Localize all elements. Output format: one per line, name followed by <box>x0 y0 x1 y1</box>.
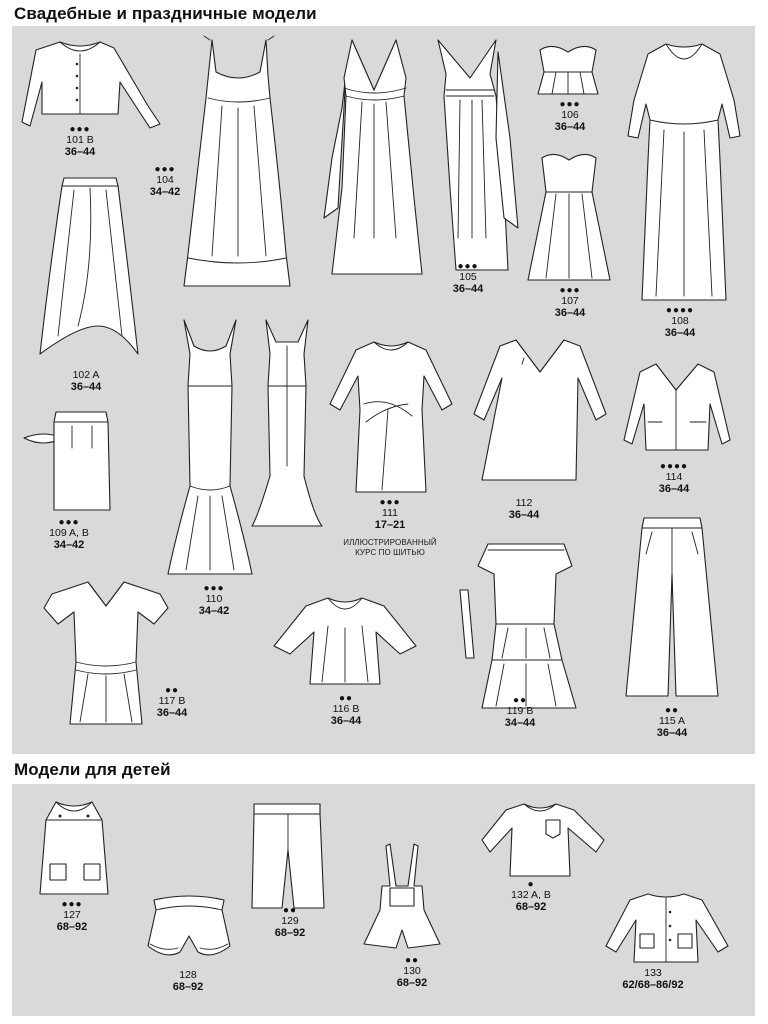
model-107-sketch[interactable] <box>526 150 612 284</box>
size-range: 36–44 <box>658 483 690 495</box>
course-note-line2: КУРС ПО ШИТЬЮ <box>355 547 425 557</box>
model-number: 107 <box>561 295 579 307</box>
difficulty-dots: ●● <box>282 905 298 916</box>
model-112-sketch[interactable] <box>472 338 608 484</box>
size-range: 34–44 <box>504 717 536 729</box>
model-105-sketch[interactable] <box>312 38 520 278</box>
model-number: 112 <box>515 497 533 509</box>
model-129-label <box>260 906 320 939</box>
course-note-line1: ИЛЛЮСТРИРОВАННЫЙ <box>343 538 437 547</box>
model-number: 111 <box>382 507 398 519</box>
difficulty-dots: ●●● <box>559 99 581 110</box>
model-101-sketch[interactable] <box>22 36 168 128</box>
model-number: 104 <box>156 174 174 186</box>
difficulty-dots: ●● <box>164 685 180 696</box>
model-119-sketch[interactable] <box>452 540 582 712</box>
size-range: 68–92 <box>56 921 88 933</box>
model-102-label <box>56 370 116 393</box>
model-110-label <box>184 584 244 617</box>
difficulty-dots: ●●● <box>379 497 401 508</box>
model-number: 109 A, B <box>49 527 89 539</box>
size-range: 68–92 <box>396 977 428 989</box>
model-133-sketch[interactable] <box>604 890 730 966</box>
size-range: 36–44 <box>508 509 540 521</box>
model-number: 132 A, B <box>511 889 551 901</box>
model-114-sketch[interactable] <box>622 360 732 464</box>
size-range: 17–21 <box>374 519 406 531</box>
model-111-course-note <box>330 538 450 557</box>
difficulty-dots: ● <box>527 879 535 890</box>
size-range: 36–44 <box>656 727 688 739</box>
model-116-label <box>316 694 376 727</box>
model-133-label <box>608 968 698 991</box>
model-110-sketch[interactable] <box>168 316 324 578</box>
size-range: 36–44 <box>64 146 96 158</box>
size-range: 36–44 <box>554 121 586 133</box>
size-range: 68–92 <box>172 981 204 993</box>
model-102-sketch[interactable] <box>38 176 140 358</box>
size-range: 68–92 <box>274 927 306 939</box>
difficulty-dots: ●● <box>512 695 528 706</box>
model-119-label <box>490 696 550 729</box>
model-number: 101 B <box>66 134 94 146</box>
difficulty-dots: ●●● <box>559 285 581 296</box>
model-101-label <box>50 125 110 158</box>
model-111-label <box>360 498 420 531</box>
model-114-label <box>644 462 704 495</box>
difficulty-dots: ●●● <box>457 261 479 272</box>
difficulty-dots: ●●● <box>58 517 80 528</box>
model-106-label <box>540 100 600 133</box>
difficulty-dots: ●●● <box>154 164 176 175</box>
model-number: 130 <box>403 965 421 977</box>
model-116-sketch[interactable] <box>272 592 418 692</box>
size-range: 68–92 <box>515 901 547 913</box>
model-129-sketch[interactable] <box>248 800 326 912</box>
model-128-sketch[interactable] <box>146 892 232 966</box>
difficulty-dots: ●● <box>404 955 420 966</box>
size-range: 36–44 <box>452 283 484 295</box>
model-108-label <box>650 306 710 339</box>
model-number: 127 <box>63 909 81 921</box>
size-range: 34–42 <box>198 605 230 617</box>
difficulty-dots: ●●● <box>61 899 83 910</box>
difficulty-dots: ●● <box>338 693 354 704</box>
difficulty-dots: ●●● <box>69 124 91 135</box>
size-range: 36–44 <box>156 707 188 719</box>
model-109-label <box>34 518 104 551</box>
size-range: 36–44 <box>330 715 362 727</box>
model-105-label <box>438 262 498 295</box>
size-range: 62/68–86/92 <box>622 979 684 991</box>
model-number: 110 <box>205 593 223 605</box>
model-111-sketch[interactable] <box>326 340 456 496</box>
model-number: 119 B <box>506 705 534 717</box>
model-108-sketch[interactable] <box>622 40 746 304</box>
model-number: 105 <box>459 271 477 283</box>
size-range: 36–44 <box>70 381 102 393</box>
model-number: 114 <box>665 471 683 483</box>
model-104-label <box>140 165 190 198</box>
model-127-sketch[interactable] <box>32 798 116 898</box>
model-number: 102 A <box>72 369 100 381</box>
size-range: 34–42 <box>149 186 181 198</box>
model-115-label <box>642 706 702 739</box>
model-107-label <box>540 286 600 319</box>
model-number: 129 <box>281 915 299 927</box>
model-number: 115 A <box>658 715 686 727</box>
model-number: 128 <box>179 969 197 981</box>
difficulty-dots: ●●●● <box>665 305 695 316</box>
difficulty-dots: ●●● <box>203 583 225 594</box>
model-106-sketch[interactable] <box>534 42 602 98</box>
model-117-label <box>142 686 202 719</box>
model-112-label <box>494 498 554 521</box>
model-104-sketch[interactable] <box>182 36 292 290</box>
model-128-label <box>158 970 218 993</box>
model-number: 106 <box>561 109 579 121</box>
size-range: 34–42 <box>53 539 85 551</box>
model-132-label <box>496 880 566 913</box>
model-number: 133 <box>644 967 662 979</box>
section-title-kids: Модели для детей <box>14 760 171 779</box>
model-127-label <box>42 900 102 933</box>
model-number: 108 <box>671 315 689 327</box>
model-130-label <box>382 956 442 989</box>
difficulty-dots: ●●●● <box>659 461 689 472</box>
model-130-sketch[interactable] <box>362 840 442 952</box>
size-range: 36–44 <box>554 307 586 319</box>
model-132-sketch[interactable] <box>480 800 606 880</box>
section-title-wedding: Свадебные и праздничные модели <box>14 4 317 23</box>
difficulty-dots: ●● <box>664 705 680 716</box>
model-109-sketch[interactable] <box>22 408 112 516</box>
size-range: 36–44 <box>664 327 696 339</box>
model-115-sketch[interactable] <box>624 514 720 700</box>
model-number: 117 B <box>158 695 186 707</box>
model-number: 116 B <box>332 703 360 715</box>
